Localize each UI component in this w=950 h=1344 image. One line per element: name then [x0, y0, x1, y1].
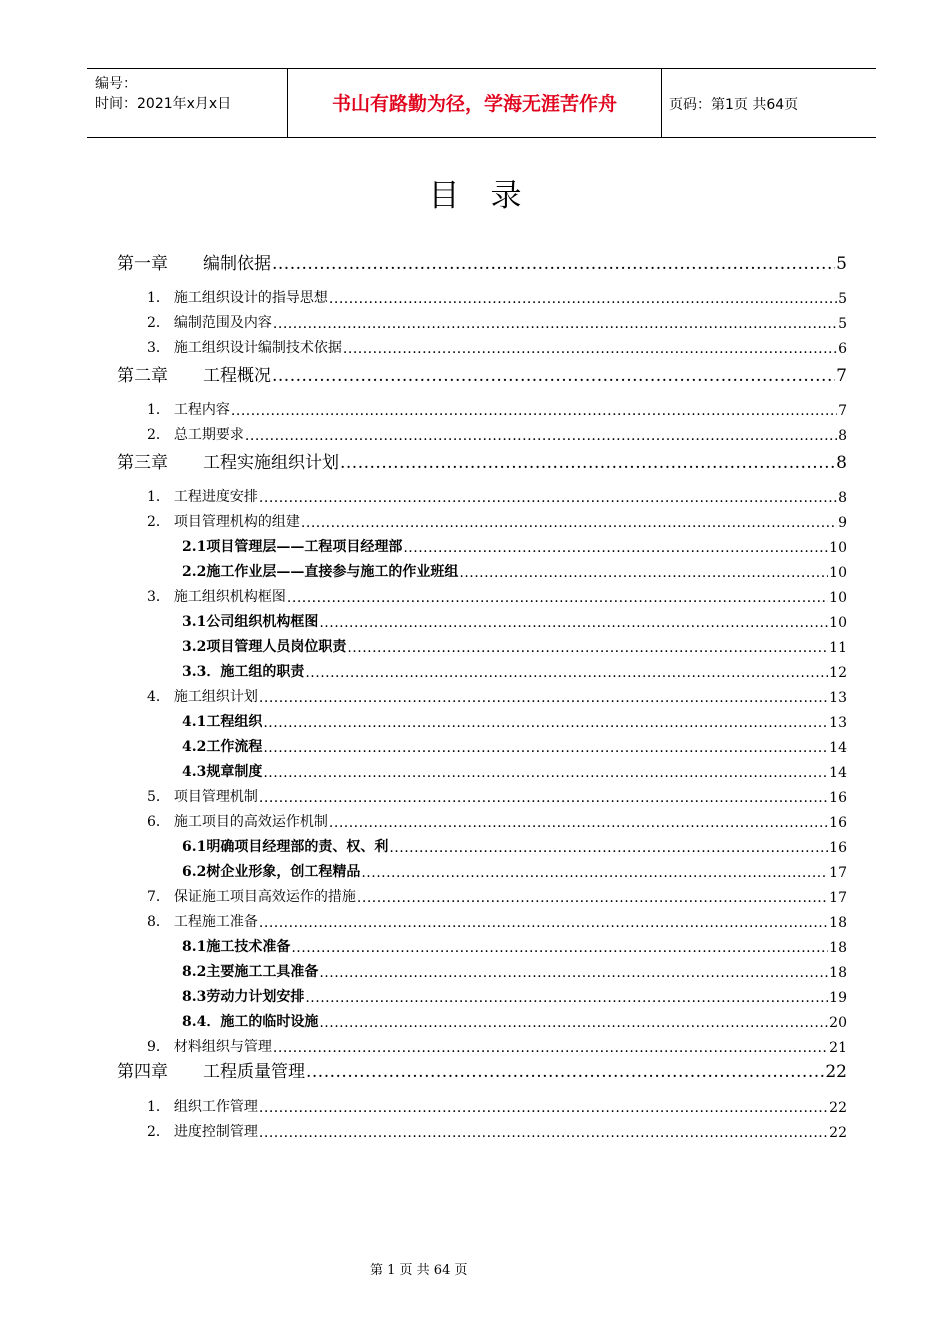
toc-entry-label: [182, 636, 346, 656]
toc-entry-text: 4.1工程组织: [182, 714, 263, 730]
toc-entry-label: [147, 1036, 272, 1056]
toc-leader-dots: [273, 316, 837, 332]
toc-leader-dots: [272, 366, 835, 386]
toc-entry-text: 进度控制管理: [173, 1124, 258, 1140]
toc-entry-label: [182, 1011, 318, 1031]
toc-leader-dots: [357, 890, 828, 906]
toc-entry-page: 16: [829, 790, 847, 806]
toc-entry[interactable]: [147, 1121, 847, 1141]
toc-entry-text: 施工组织计划: [173, 689, 258, 705]
toc-leader-dots: [259, 1100, 828, 1116]
toc-entry-page: 12: [829, 665, 847, 681]
toc-entry-text: 8.4．施工的临时设施: [182, 1014, 319, 1030]
page-footer: 第 1 页 共 64 页: [370, 1263, 468, 1278]
toc-entry[interactable]: [147, 287, 847, 307]
toc-entry[interactable]: [147, 686, 847, 706]
toc-entry-page: 7: [836, 366, 847, 386]
toc-entry-page: 18: [829, 915, 847, 931]
toc-leader-dots: [231, 403, 837, 419]
toc-leader-dots: [273, 1040, 828, 1056]
toc-entry-page: 14: [829, 765, 847, 781]
toc-entry[interactable]: [182, 561, 847, 581]
toc-entry-number: 5．: [147, 789, 170, 805]
toc-entry-text: 6.1明确项目经理部的责、权、利: [182, 839, 389, 855]
toc-leader-dots: [259, 690, 828, 706]
toc-leader-dots: [263, 740, 828, 756]
toc-entry-number: 2．: [147, 514, 170, 530]
toc-entry-number: 7．: [147, 889, 170, 905]
toc-leader-dots: [272, 254, 835, 274]
toc-entry[interactable]: [182, 711, 847, 731]
toc-entry-text: 8.1施工技术准备: [182, 939, 291, 955]
toc-entry-label: [117, 1057, 305, 1082]
toc-leader-dots: [361, 865, 828, 881]
toc-leader-dots: [259, 790, 828, 806]
toc-leader-dots: [291, 940, 828, 956]
toc-entry-text: 施工组织机构框图: [173, 589, 286, 605]
toc-entry-page: 22: [829, 1125, 847, 1141]
toc-entry-text: 工程质量管理: [203, 1062, 305, 1082]
toc-leader-dots: [306, 1062, 824, 1082]
page-title: 目 录: [428, 178, 522, 214]
toc-entry-number: 4．: [147, 689, 170, 705]
toc-entry-page: 18: [829, 940, 847, 956]
header-time-label: 时间：2021年x月x日: [95, 96, 232, 112]
toc-entry[interactable]: [117, 250, 847, 274]
toc-entry[interactable]: [182, 961, 847, 981]
toc-entry[interactable]: [147, 399, 847, 419]
toc-leader-dots: [319, 965, 828, 981]
toc-entry-number: 第二章: [117, 366, 168, 386]
toc-leader-dots: [263, 765, 828, 781]
toc-entry-page: 10: [829, 565, 847, 581]
toc-leader-dots: [287, 590, 828, 606]
toc-entry-text: 6.2树企业形象，创工程精品: [182, 864, 361, 880]
toc-entry-label: [182, 861, 360, 881]
toc-entry-text: 2.2施工作业层——直接参与施工的作业班组: [182, 564, 459, 580]
toc-entry-text: 施工组织设计的指导思想: [173, 290, 328, 306]
toc-entry-label: [147, 511, 300, 531]
toc-entry-label: [147, 811, 328, 831]
toc-entry-number: 第三章: [117, 453, 168, 473]
toc-entry-number: 6．: [147, 814, 170, 830]
toc-entry-text: 8.2主要施工工具准备: [182, 964, 319, 980]
toc-leader-dots: [259, 1125, 828, 1141]
toc-entry-label: [147, 337, 342, 357]
toc-leader-dots: [340, 453, 835, 473]
toc-entry-label: [117, 448, 339, 473]
toc-entry[interactable]: [147, 911, 847, 931]
toc-entry-text: 组织工作管理: [173, 1099, 258, 1115]
toc-entry-label: [147, 424, 244, 444]
toc-entry-label: [147, 886, 356, 906]
toc-entry[interactable]: [182, 661, 847, 681]
toc-entry-page: 17: [829, 890, 847, 906]
toc-entry[interactable]: [182, 986, 847, 1006]
toc-entry-label: [147, 399, 230, 419]
toc-entry-page: 10: [829, 615, 847, 631]
toc-entry-page: 8: [838, 490, 847, 506]
toc-entry-label: [117, 361, 271, 386]
toc-entry-page: 18: [829, 965, 847, 981]
toc-entry-label: [147, 911, 258, 931]
toc-entry-label: [147, 686, 258, 706]
toc-leader-dots: [301, 515, 837, 531]
toc-entry-page: 22: [825, 1062, 847, 1082]
toc-entry-page: 11: [829, 640, 847, 656]
toc-entry-page: 19: [829, 990, 847, 1006]
toc-entry-page: 22: [829, 1100, 847, 1116]
toc-entry[interactable]: [117, 1058, 847, 1082]
toc-entry[interactable]: [182, 861, 847, 881]
toc-entry-label: [147, 486, 258, 506]
toc-entry-number: 1．: [147, 489, 170, 505]
toc-entry-number: 2．: [147, 1124, 170, 1140]
toc-entry-text: 4.3规章制度: [182, 764, 263, 780]
toc-leader-dots: [305, 990, 828, 1006]
toc-entry[interactable]: [182, 736, 847, 756]
toc-entry[interactable]: [147, 511, 847, 531]
toc-entry-page: 17: [829, 865, 847, 881]
toc-leader-dots: [259, 490, 837, 506]
toc-entry-page: 8: [838, 428, 847, 444]
toc-entry-text: 工程内容: [173, 402, 230, 418]
toc-entry-text: 3.3．施工组的职责: [182, 664, 305, 680]
toc-entry-page: 5: [836, 254, 847, 274]
toc-entry-label: [182, 561, 458, 581]
toc-entry[interactable]: [182, 761, 847, 781]
toc-entry-page: 16: [829, 840, 847, 856]
toc-entry-number: 1．: [147, 402, 170, 418]
toc-entry-label: [182, 711, 262, 731]
toc-entry-page: 14: [829, 740, 847, 756]
toc-entry-page: 21: [829, 1040, 847, 1056]
toc-entry-label: [182, 761, 262, 781]
toc-leader-dots: [329, 815, 828, 831]
toc-entry[interactable]: [182, 636, 847, 656]
toc-entry-text: 工程概况: [203, 366, 271, 386]
toc-leader-dots: [263, 715, 828, 731]
toc-entry-text: 项目管理机构的组建: [173, 514, 300, 530]
toc-entry-label: [147, 786, 258, 806]
toc-entry-label: [182, 836, 388, 856]
toc-entry-label: [182, 736, 262, 756]
toc-entry[interactable]: [147, 337, 847, 357]
toc-entry-label: [182, 936, 290, 956]
toc-entry-page: 7: [838, 403, 847, 419]
header-motto: 书山有路勤为径，学海无涯苦作舟: [331, 93, 617, 115]
toc-entry-number: 1．: [147, 1099, 170, 1115]
toc-leader-dots: [319, 1015, 828, 1031]
toc-leader-dots: [343, 341, 837, 357]
toc-entry-page: 5: [838, 291, 847, 307]
toc-entry[interactable]: [117, 362, 847, 386]
toc-entry[interactable]: [147, 312, 847, 332]
toc-entry-text: 项目管理机制: [173, 789, 258, 805]
toc-entry-text: 4.2工作流程: [182, 739, 263, 755]
toc-entry-text: 工程施工准备: [173, 914, 258, 930]
toc-entry[interactable]: [147, 1096, 847, 1116]
toc-entry-label: [147, 586, 286, 606]
toc-entry[interactable]: [147, 586, 847, 606]
toc-entry[interactable]: [147, 424, 847, 444]
toc-entry-page: 16: [829, 815, 847, 831]
toc-entry[interactable]: [147, 1036, 847, 1056]
toc-entry-label: [182, 661, 304, 681]
toc-leader-dots: [389, 840, 828, 856]
toc-entry-number: 2．: [147, 427, 170, 443]
toc-leader-dots: [305, 665, 828, 681]
toc-entry-label: [182, 961, 318, 981]
toc-entry-text: 编制依据: [203, 254, 271, 274]
toc-leader-dots: [245, 428, 837, 444]
toc-entry-page: 10: [829, 540, 847, 556]
toc-entry[interactable]: [117, 449, 847, 473]
toc-entry-text: 施工项目的高效运作机制: [173, 814, 328, 830]
toc-entry-text: 2.1项目管理层——工程项目经理部: [182, 539, 403, 555]
toc-entry-label: [117, 249, 271, 274]
toc-entry[interactable]: [147, 786, 847, 806]
toc-entry-label: [182, 986, 304, 1006]
toc-entry-label: [182, 536, 402, 556]
toc-entry-text: 材料组织与管理: [173, 1039, 272, 1055]
toc-entry[interactable]: [147, 486, 847, 506]
toc-entry-text: 3.1公司组织机构框图: [182, 614, 319, 630]
toc-entry[interactable]: [147, 811, 847, 831]
toc-leader-dots: [259, 915, 828, 931]
toc-leader-dots: [347, 640, 828, 656]
toc-entry-number: 3．: [147, 340, 170, 356]
toc-entry-text: 工程实施组织计划: [203, 453, 339, 473]
toc-entry-text: 总工期要求: [173, 427, 244, 443]
toc-entry-label: [147, 287, 328, 307]
toc-entry[interactable]: [182, 611, 847, 631]
toc-entry-number: 第一章: [117, 254, 168, 274]
toc-entry-number: 3．: [147, 589, 170, 605]
toc-entry-number: 9．: [147, 1039, 170, 1055]
header-page-code: 页码：第1页 共64页: [669, 97, 799, 113]
toc-entry-text: 3.2项目管理人员岗位职责: [182, 639, 347, 655]
toc-entry-text: 8.3劳动力计划安排: [182, 989, 305, 1005]
toc-entry[interactable]: [182, 1011, 847, 1031]
toc-entry-number: 1．: [147, 290, 170, 306]
toc-entry-label: [147, 1096, 258, 1116]
toc-entry-label: [147, 1121, 258, 1141]
toc-entry[interactable]: [182, 836, 847, 856]
toc-entry-page: 13: [829, 690, 847, 706]
toc-entry-page: 5: [838, 316, 847, 332]
toc-entry-text: 保证施工项目高效运作的措施: [173, 889, 356, 905]
toc-entry-page: 9: [838, 515, 847, 531]
toc-leader-dots: [459, 565, 828, 581]
toc-leader-dots: [319, 615, 828, 631]
toc-entry-page: 13: [829, 715, 847, 731]
toc-entry-text: 工程进度安排: [173, 489, 258, 505]
toc-leader-dots: [403, 540, 828, 556]
toc-entry-number: 8．: [147, 914, 170, 930]
toc-entry[interactable]: [147, 886, 847, 906]
toc-leader-dots: [329, 291, 837, 307]
toc-entry-page: 8: [836, 453, 847, 473]
toc-entry-page: 10: [829, 590, 847, 606]
toc-entry-text: 编制范围及内容: [173, 315, 272, 331]
toc-entry-page: 6: [838, 341, 847, 357]
toc-entry[interactable]: [182, 936, 847, 956]
toc-entry-number: 第四章: [117, 1062, 168, 1082]
toc-entry-label: [147, 312, 272, 332]
toc-entry-text: 施工组织设计编制技术依据: [173, 340, 342, 356]
header-number-label: 编号：: [95, 76, 137, 92]
toc-entry-page: 20: [829, 1015, 847, 1031]
toc-entry[interactable]: [182, 536, 847, 556]
toc-entry-number: 2．: [147, 315, 170, 331]
toc-entry-label: [182, 611, 318, 631]
